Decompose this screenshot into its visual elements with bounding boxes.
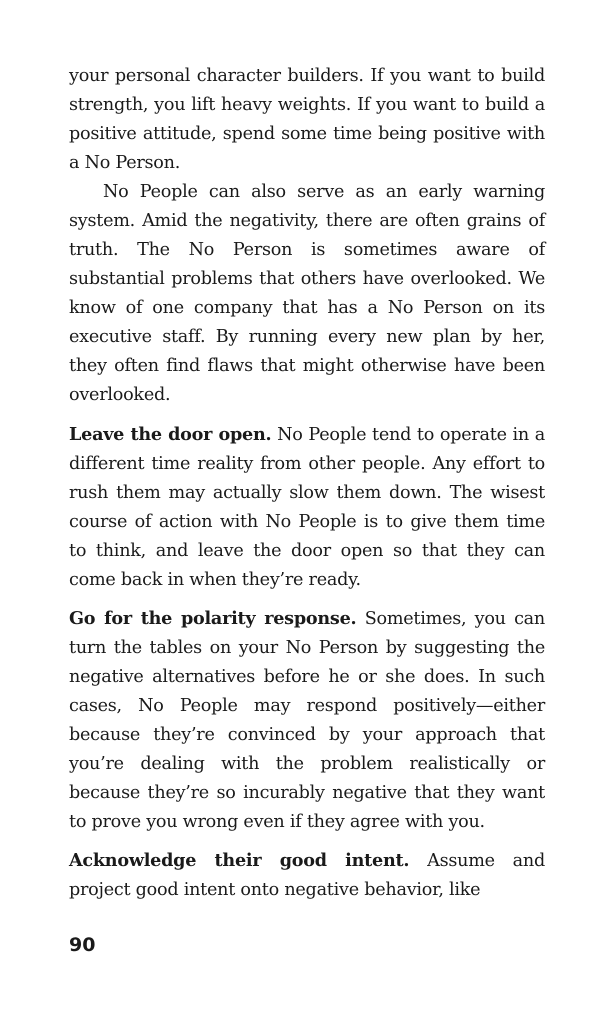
paragraph-heading: Acknowledge their good intent. xyxy=(69,850,410,871)
page-number: 90 xyxy=(69,934,96,956)
paragraph-character-builders xyxy=(69,62,545,178)
paragraph-heading: Go for the polarity response. xyxy=(69,608,357,629)
paragraph-text: No People tend to operate in a different time reality from other people. Any effort to rush them may actually slow them down. The wisest course of action with No People is to give them time to think, and leave the door open so that they can come back in when they’re ready. xyxy=(69,425,545,590)
paragraph-leave-door-open xyxy=(69,420,545,595)
paragraph-text: Assume and project good intent onto negative behavior, like xyxy=(69,851,545,900)
paragraph-text: your personal character builders. If you want to build strength, you lift heavy weights. If you want to build a positive attitude, spend some time being positive with a No Person. xyxy=(69,66,545,173)
paragraph-heading: Leave the door open. xyxy=(69,424,272,445)
paragraph-early-warning xyxy=(69,178,545,410)
paragraph-good-intent xyxy=(69,846,545,905)
paragraph-text: No People can also serve as an early warning system. Amid the negativity, there are often grains of truth. The No Person is sometimes aware of substantial problems that others have overlooked. We know of one company that has a No Person on its executive staff. By running every new plan by her, they often find flaws that might otherwise have been overlooked. xyxy=(69,182,545,405)
paragraph-polarity-response xyxy=(69,604,545,837)
paragraph-text: Sometimes, you can turn the tables on your No Person by suggesting the negative alternatives before he or she does. In such cases, No People may respond positively—either because they’re convinced by your approach that you’re dealing with the problem realistically or because they’re so incurably negative that they want to prove you wrong even if they agree with you. xyxy=(69,609,545,832)
